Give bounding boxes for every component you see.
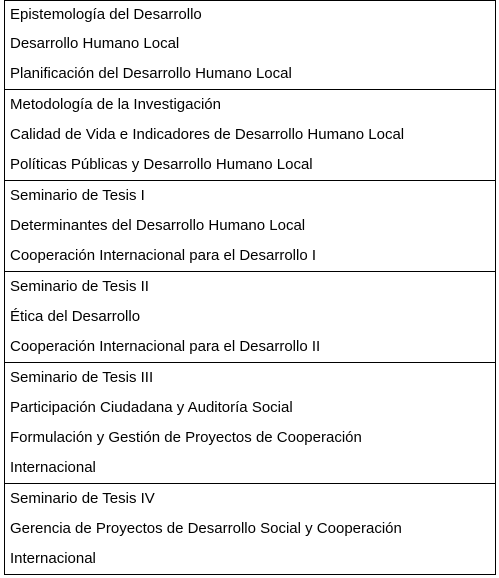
course-line: Formulación y Gestión de Proyectos de Cooperación: [10, 429, 362, 446]
table-row: [5, 181, 496, 272]
course-line: Seminario de Tesis I: [10, 187, 145, 204]
course-line: Seminario de Tesis III: [10, 369, 154, 386]
table-cell: [5, 181, 496, 272]
course-line: Cooperación Internacional para el Desarrollo II: [10, 338, 321, 355]
course-line: Políticas Públicas y Desarrollo Humano Local: [10, 156, 313, 173]
course-line: Metodología de la Investigación: [10, 96, 221, 113]
table-row: [5, 1, 496, 90]
course-line: Participación Ciudadana y Auditoría Social: [10, 399, 293, 416]
table-row: [5, 484, 496, 575]
table-cell: [5, 484, 496, 575]
course-line: Determinantes del Desarrollo Humano Local: [10, 217, 306, 234]
course-line: Calidad de Vida e Indicadores de Desarrollo Humano Local: [10, 126, 405, 143]
table-cell: [5, 90, 496, 181]
course-line: Planificación del Desarrollo Humano Local: [10, 65, 292, 82]
table-row: [5, 90, 496, 181]
course-table: [4, 0, 496, 575]
course-line: Ética del Desarrollo: [10, 308, 141, 325]
table-cell: [5, 363, 496, 484]
course-line: Cooperación Internacional para el Desarrollo I: [10, 247, 317, 264]
course-line: Desarrollo Humano Local: [10, 35, 180, 52]
course-line: Internacional: [10, 550, 96, 567]
table-row: [5, 272, 496, 363]
table-cell: [5, 1, 496, 90]
course-line: Internacional: [10, 459, 96, 476]
course-line: Epistemología del Desarrollo: [10, 6, 202, 23]
table-cell: [5, 272, 496, 363]
course-line: Gerencia de Proyectos de Desarrollo Social y Cooperación: [10, 520, 402, 537]
table-row: [5, 363, 496, 484]
course-line: Seminario de Tesis II: [10, 278, 149, 295]
course-line: Seminario de Tesis IV: [10, 490, 155, 507]
